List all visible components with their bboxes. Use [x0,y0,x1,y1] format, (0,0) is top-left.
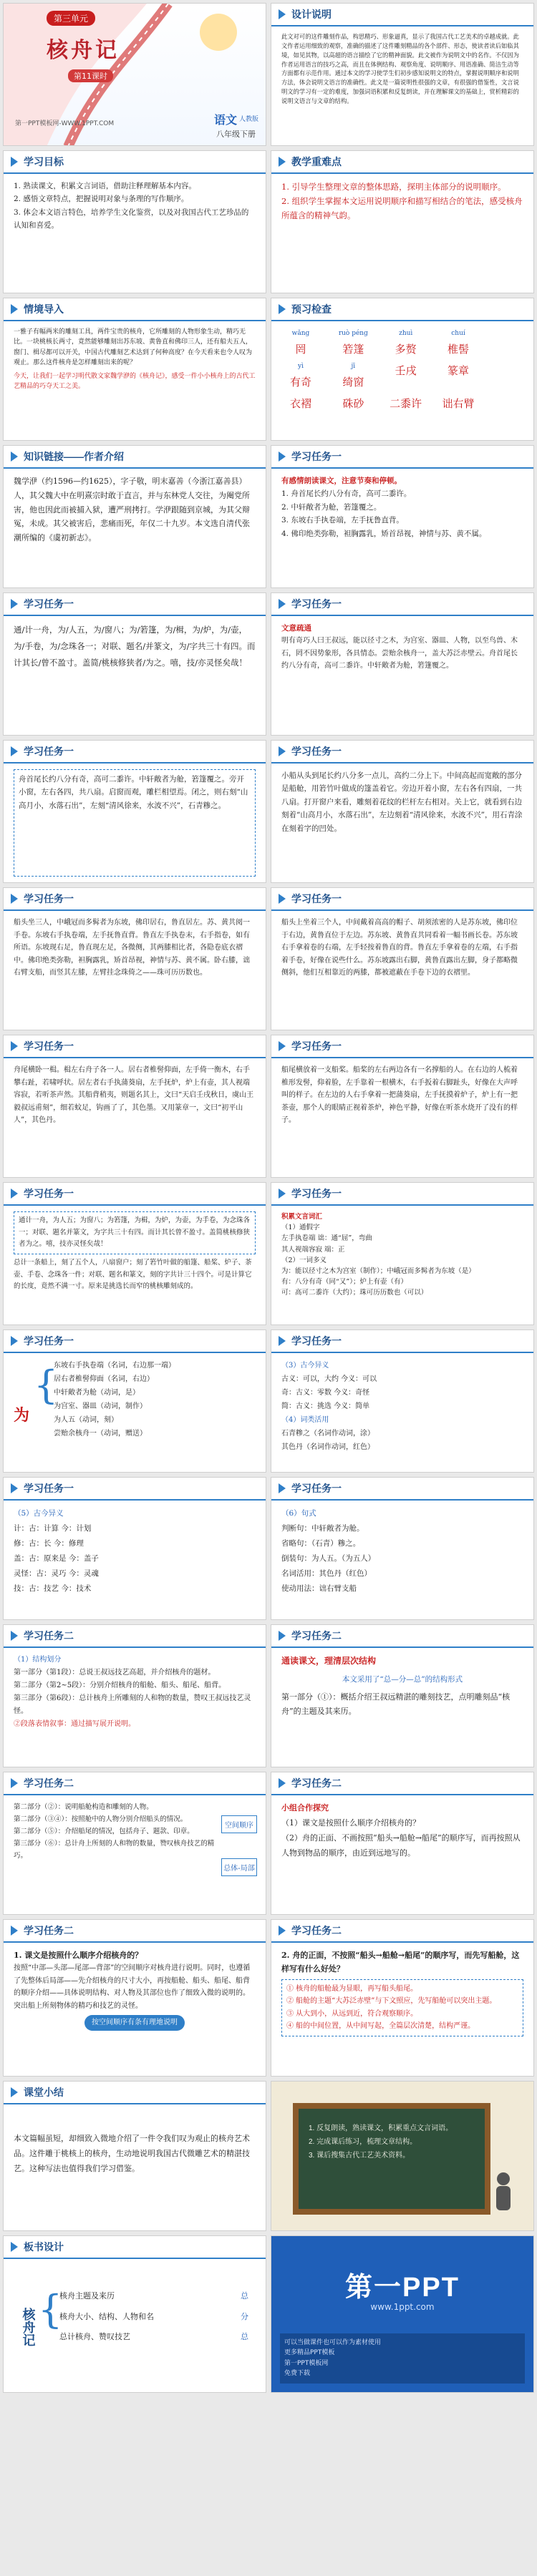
summary-slide[interactable] [3,2081,266,2231]
syntax-item: 计：古：计算 今：计划 [14,1524,92,1533]
struct1-list [14,1654,256,1761]
pinyin: zhuì [399,330,413,337]
goals-list [14,180,256,287]
grammar-item: （1）通假字 [281,1224,320,1232]
triangle-icon [11,1926,18,1936]
slide-title: 设计说明 [291,9,332,20]
struct1-item: ②段落表情叙事：通过描写展开说明。 [14,1720,135,1728]
slide-title: 教学重难点 [291,156,342,167]
slide-header [271,1625,533,1648]
order-slide[interactable] [3,1772,266,1915]
preview-word [384,328,428,358]
brand-note: 可以当做课件也可以作为素材使用 [284,2339,382,2346]
hanzi: 椎髻 [448,342,470,356]
slide-title: 学习任务一 [24,1335,74,1347]
triangle-icon [11,1483,18,1493]
board-row [59,2307,248,2328]
slide-header [271,298,533,321]
slide-title: 学习任务一 [24,1040,74,1052]
ancient-slide[interactable] [271,1330,534,1473]
board-row-label: 总计核舟、赞叹技艺 [59,2332,130,2342]
q2-answer: ② 船舱的主题“大苏泛赤壁”与下文照应，先写船舱可以突出主题。 [286,1997,497,2005]
triangle-icon [11,894,18,904]
hanzi: 有奇 [289,375,311,389]
board-row-tag: 总 [241,2291,248,2301]
preview-word [384,361,428,380]
slide-title: 学习任务一 [24,1188,74,1199]
chalk-line: 1. 反复朗读，熟读课文，积累重点文言词语。 [309,2124,453,2132]
chalkboard-slide[interactable] [271,2081,534,2231]
q1-question: 1. 课文是按照什么顺序介绍核舟的？ [14,1951,143,1960]
triangle-icon [11,746,18,756]
grammar-list [281,1211,523,1319]
wordmap-line: 东坡右手执卷端（名词，右边那一端） [54,1362,175,1370]
q2-question: 2. 舟的正面，不按照“船头→船舱→船尾”的顺序写，而先写船舱，这样写有什么好处？ [281,1951,520,1974]
slide-title: 学习任务一 [291,1188,342,1199]
cover-lesson: 第11课时 [68,69,113,82]
task-e-text: 通计一舟，为人五；为窗八；为箬篷，为楫，为炉，为壶，为手卷，为念珠各一；对联、题名并篆文，为字共三十有四。而计其长曾不盈寸。盖简桃核修狭者为之。嘻，技亦灵怪矣哉！ [14,1211,256,1254]
task-a-slide[interactable] [271,445,534,588]
hanzi: 箬篷 [342,342,364,356]
struct2-body [281,1654,523,1761]
chalk-line: 3. 课后搜集古代工艺美术资料。 [309,2152,410,2160]
ancient-item: （4）词类活用 [281,1416,329,1424]
slide-title: 学习任务一 [24,598,74,610]
slide-header [4,1920,266,1943]
grammar-slide[interactable] [271,1182,534,1325]
triangle-icon [11,1189,18,1199]
chalkboard [293,2103,490,2215]
wordmap-lines [54,1359,256,1440]
preview-word [331,361,375,391]
preview-word [279,361,323,391]
brand-note: 更多精品PPT模板 [284,2349,335,2357]
slide-header [4,151,266,174]
cover-unit: 第三单元 [47,11,95,26]
hanzi: 硃砂 [342,397,364,410]
hanzi: 二黍许 [390,397,422,410]
syntax-item: 盖：古：原来是 今：盖子 [14,1554,99,1563]
hanzi: 壬戌 [395,364,417,377]
struct2-pattern: 本文采用了“总—分—总”的结构形式 [342,1675,463,1684]
wordmap-line: 尝贻余核舟一（动词，赠送） [54,1430,147,1438]
syntax2-item: 名词活用：其色丹（红色） [281,1569,372,1578]
slide-header [4,1035,266,1058]
person-icon [489,2170,518,2220]
triangle-icon [11,304,18,314]
preview-word [279,328,323,358]
preview-word [331,328,375,358]
brand-url[interactable]: www.1ppt.com [370,2302,435,2312]
task-d-trans-text: 船尾横放着一支船桨。船桨的左右两边各有一名撑船的人。在右边的人梳着椎形发髻，仰着脸，左手靠着一根横木，右手扳着右脚趾头，好像在大声呼叫的样子。在左边的人右手拿着一把蒲葵扇，左手抚摸着炉子，炉上有一把茶壶，那个人的眼睛正视着茶炉，神色平静，好像在听茶水烧开了没有的样子。 [281,1066,518,1124]
classical-body [281,622,523,729]
brand-slide[interactable] [271,2235,534,2393]
triangle-icon [11,1778,18,1788]
preview-word [436,361,480,380]
slide-title: 情境导入 [24,303,64,315]
intro-text: 一雅子有幅两米的雕刻工具，两件宝贵的核舟，它所雕刻的人物形象生动，精巧无比。一块桃核长两寸，竟然能够雕刻出苏东坡、黄鲁直和佛印三人，还有船夫五人，窗门、楫尽都可以开关，中国古代雕刻艺术达到了何种高度？在今天看来也令人叹为观止。那么这件核舟是怎样雕刻出来的呢？ [14,328,253,367]
cover-site: 第一PPT模板网-WWW.1PPT.COM [15,120,115,127]
slide-header [271,446,533,469]
hanzi: 绮窗 [342,375,364,389]
slide-title: 板书设计 [24,2241,64,2253]
hanzi: 罔 [295,342,306,356]
slide-header [271,888,533,911]
triangle-icon [279,452,286,462]
struct1-item: 第二部分（第2~5段）：分别介绍核舟的船舱、船头、船尾、船背。 [14,1682,226,1689]
task-a-line: 1. 舟首尾长约八分有奇，高可二黍许。 [281,489,412,499]
slide-title: 学习任务一 [291,1483,342,1494]
slide-title: 学习任务一 [291,1040,342,1052]
slide-title: 学习任务二 [291,1925,342,1936]
brand-logo: 第一PPT [345,2273,460,2303]
slide-title: 学习任务二 [291,1777,342,1789]
classical-text: 明有奇巧人曰王叔远，能以径寸之木，为宫室、器皿、人物，以至鸟兽、木石，罔不因势象形，各具情态。尝贻余核舟一，盖大苏泛赤壁云。舟首尾长约八分有奇，高可二黍许。中轩敞者为舱，箬篷覆之。 [281,637,518,670]
task-c-trans-slide[interactable] [271,887,534,1030]
task-e-slide[interactable] [3,1182,266,1325]
slide-title: 课堂小结 [24,2087,64,2098]
pinyin: ruò péng [338,330,368,337]
cover-grade: 八年级下册 [216,130,256,139]
preview-grid [276,327,529,434]
wordmap-line: 中轩敞者为舱（动词，是） [54,1389,140,1397]
triangle-icon [11,599,18,609]
syntax-slide[interactable] [3,1477,266,1620]
preview-word [436,394,480,413]
slide-title: 学习任务一 [24,746,74,757]
slide-title: 学习任务一 [291,598,342,610]
board-row-label: 核舟大小、结构、人物和名 [59,2311,154,2321]
brand-note: 免费下载 [284,2370,311,2378]
triangle-icon [11,452,18,462]
group-body [281,1801,523,1908]
cover-slide[interactable] [3,3,266,146]
slide-header [271,1772,533,1795]
group-sub: 小组合作探究 [281,1803,329,1813]
wordmap-word: 为 [14,1406,30,1425]
order-item: 第三部分（⑥）：总计舟上所刻的人和物的数量，赞叹核舟技艺的精巧。 [14,1840,215,1860]
syntax-item: 修：古：长 今：修理 [14,1539,84,1548]
task-b-trans-text: 小船从头到尾长约八分多一点儿，高约二分上下。中间高起而宽敞的部分是船舱，用箬竹叶做成的篷盖着它。旁边开着小窗，左右各有四扇，一共八扇。打开窗户来看，雕刻着花纹的栏杆左右相对。关上它，就看到右边刻着“山高月小，水落石出”，左边刻着“清风徐来，水波不兴”，用石青涂在刻着字的凹处。 [281,771,523,833]
grammar-item: 可：高可二黍许（大约）；珠可历历数也（可以） [281,1289,428,1297]
author-slide[interactable] [3,445,266,588]
preview-slide[interactable] [271,298,534,441]
task-a-line: 2. 中轩敞者为舱，箬篷覆之。 [281,502,382,512]
task-d-trans-slide[interactable] [271,1035,534,1178]
keypoint-item: 1. 引导学生整理文章的整体思路，探明主体部分的说明顺序。 [281,182,506,192]
struct1-item: 第一部分（第1段）：总说王叔远技艺高超，并介绍核舟的题材。 [14,1669,216,1677]
triangle-icon [11,157,18,167]
grammar-item: （2）一词多义 [281,1256,327,1264]
words-slide[interactable] [3,592,266,736]
board-title: 核舟记 [20,2308,36,2346]
chalk-line: 2. 完成课后练习，梳理文章结构。 [309,2138,417,2146]
board-row-tag: 总 [241,2332,248,2342]
triangle-icon [279,1778,286,1788]
syntax2-list [281,1506,523,1614]
slide-title: 学习任务二 [291,1630,342,1641]
triangle-icon [279,894,286,904]
hanzi: 多赘 [395,342,417,356]
syntax-list [14,1506,256,1614]
task-b-trans-slide[interactable] [271,740,534,883]
triangle-icon [279,9,286,19]
struct1-item: （1）结构划分 [14,1656,62,1664]
grammar-item: 有：八分有奇（同“又”）；炉上有壶（有） [281,1278,407,1287]
q2-answer: ③ 从大到小，从远到近，符合观察顺序。 [286,2009,418,2018]
triangle-icon [279,1483,286,1493]
slide-header [4,888,266,911]
pinyin: jī [351,363,356,370]
task-a-sub: 有感情朗读课文，注意节奏和停顿。 [281,477,402,485]
task-c-trans-text: 船头上坐着三个人，中间戴着高高的帽子、胡须浓密的人是苏东坡，佛印位于右边，黄鲁直位于左边。苏东坡、黄鲁直共同看着一幅书画长卷。苏东坡右手拿着卷的右端，左手轻按着鲁直的背。鲁直左手拿着卷的左端，右手指着手卷，好像在说些什么。苏东坡露出右脚，黄鲁直露出左脚，身子都略微侧斜，他们互相靠近的两膝，都被遮蔽在手卷下边的衣褶里。 [281,919,518,977]
syntax2-item: 倒装句：为人五。（为五人） [281,1554,376,1563]
order-item: 第二部分（②）：说明船舱构造和雕刻的人物。 [14,1803,153,1811]
slide-title: 学习任务一 [291,1335,342,1347]
triangle-icon [11,2087,18,2097]
task-d-slide[interactable] [3,1035,266,1178]
slide-title: 学习任务一 [24,1483,74,1494]
preview-word [279,394,323,413]
slide-header [271,1183,533,1206]
task-a-line: 4. 佛印绝类弥勒，袒胸露乳，矫首昂视，神情与苏、黄不属。 [281,529,487,538]
design-text: 此文对可的这件雕刻作品，构思精巧、形象逼真，显示了我国古代工艺美术的卓越成就。此文作者运用细致的观察，准确的描述了这件雕刻精品的各个部件、形态，使读者读后如临其境，如见其物，以高超的语言描绘了它的精神面貌。此文被作为说明文中的名作。不仅因为作者运用语言的技巧之高，而且在体例结构、观察角度、说明顺序、用语准确、简洁生动等方面都有示范作用。通过本文的学习使学生们初步感知说明文的特点，掌握说明顺序和说明方法，体会说明文语言的准确性。此文是一篇说明性很强的文章，有很强的借鉴性，文言说明文的学习有一定的难度，加强词语积累和反复朗读，并在理解课文的基础上，赏析精彩的说明文语言与文章的结构。 [281,33,519,105]
triangle-icon [279,1926,286,1936]
triangle-icon [11,2242,18,2252]
board-row [59,2286,248,2307]
cover-title: 核舟记 [47,38,120,63]
cover-subject: 语文 [213,113,237,127]
classical-sub: 文意疏通 [281,624,311,633]
slide-header [4,1478,266,1501]
task-b-slide[interactable] [3,740,266,883]
slide-title: 预习检查 [291,303,332,315]
cover-edition: 人教版 [238,116,258,123]
q1-answer: 按照“中部—头部—尾部—背部”的空间顺序对核舟进行说明。同时，也遵循了先整体后局部——先介绍核舟的尺寸大小，再按船舱、船头、船尾、船背的顺序介绍——具体说明结构、对人物及其部位也作了细致入微的说明的。突出船上所刻物体的精巧和技艺的灵怪。 [14,1964,251,2010]
q1-slide[interactable] [3,1919,266,2077]
slide-title: 学习任务一 [291,746,342,757]
q2-body [281,1948,523,2070]
wordmap-line: 为人五（动词，刻） [54,1416,118,1424]
slide-header [4,1772,266,1795]
preview-row [276,327,529,360]
triangle-icon [279,1041,286,1051]
order-list [14,1801,216,1908]
board-rows [59,2286,248,2348]
slide-title: 知识链接——作者介绍 [24,451,124,462]
slide-header [271,1920,533,1943]
keypoint-item: 2. 组织学生掌握本文运用说明顺序和描写相结合的笔法，感受核舟所蕴含的精神气韵。 [281,196,523,221]
ancient-item: 古义：可以，大约 今义：可以 [281,1375,377,1383]
triangle-icon [279,157,286,167]
q2-slide[interactable] [271,1919,534,2077]
syntax-item: 灵怪：古：灵巧 今：灵魂 [14,1569,99,1578]
slide-title: 学习任务二 [24,1630,74,1641]
syntax2-item: （6）句式 [281,1509,316,1518]
keypoints-list [281,180,523,287]
q2-answer: ④ 船的中间位置，从中间写起，全篇层次清楚，结构严谨。 [286,2022,475,2030]
hanzi: 篆章 [448,364,470,377]
hanzi: 诎右臂 [442,397,475,410]
slide-header [271,593,533,616]
slide-header [4,298,266,321]
order-tag-whole: 总体-局部 [221,1858,257,1876]
intro-slide[interactable] [3,298,266,441]
syntax2-slide[interactable] [271,1477,534,1620]
triangle-icon [279,304,286,314]
preview-row [276,360,529,393]
ancient-item: 其色丹（名词作动词，红色） [281,1443,374,1451]
triangle-icon [11,1631,18,1641]
wordmap-slide[interactable] [3,1330,266,1473]
slide-title: 学习任务一 [291,893,342,904]
classical-slide[interactable] [271,592,534,736]
brand-notes [280,2333,525,2384]
struct2-slide[interactable] [271,1624,534,1767]
struct2-text: 第一部分（①）：概括介绍王叔远精湛的雕刻技艺，点明雕刻品“核舟”的主题及其来历。 [281,1692,511,1716]
slide-header [4,1330,266,1353]
intro-call: 今天，让我们一起学习明代散文家魏学洢的《核舟记》，感受一件小小核舟上的古代工艺精品的巧夺天工之美。 [14,372,256,390]
triangle-icon [11,1041,18,1051]
preview-word [436,328,480,358]
board-row [59,2327,248,2348]
task-e-trans: 总计一条船上，刻了五个人，八扇窗户；刻了箬竹叶做的船篷、船桨、炉子、茶壶、手卷、念珠各一件；对联、题名和篆文，刻的字共计三十四个。可是计算它的长度，竟然不满一寸。原来是挑选长而窄的桃核雕刻成的。 [14,1258,252,1291]
brace-icon: { [34,1362,59,1407]
syntax-item: （5）古今异义 [14,1509,64,1518]
grammar-sub: 积累文言词汇 [281,1213,323,1221]
order-item: 第二部分（③④）：按照舱中的人物分别介绍船头的情况。 [14,1815,188,1824]
slide-header [271,1330,533,1353]
struct1-item: 第三部分（第6段）：总计核舟上所雕刻的人和物的数量，赞叹王叔远技艺灵怪。 [14,1694,251,1715]
slide-header [271,1478,533,1501]
triangle-icon [11,1336,18,1346]
q2-answer: ① 核舟的船舱最为显眼，再写船头船尾。 [286,1984,418,1993]
slide-title: 学习目标 [24,156,64,167]
task-b-text: 舟首尾长约八分有奇，高可二黍许。中轩敞者为舱，箬篷覆之。旁开小窗，左右各四，共八扇。启窗而观，雕栏相望焉。闭之，则右刻“山高月小，水落石出”，左刻“清风徐来，水波不兴”，石青糁之。 [14,769,256,877]
slide-title: 学习任务二 [24,1777,74,1789]
slide-title: 学习任务一 [291,451,342,462]
slide-title: 学习任务二 [24,1925,74,1936]
board-row-tag: 分 [241,2311,248,2321]
preview-word [384,394,428,413]
triangle-icon [279,1631,286,1641]
words-text: 通/计一舟，为/人五，为/窗八；为/箬篷，为/楫，为/炉，为/壶，为/手卷，为/念珠各一；对联、题名/并篆文，为/字共三十有四。而计其长/曾不盈寸。盖简/桃核修狭者/为之。嘻，技/亦灵怪矣哉！ [14,625,256,668]
wordmap-line: 居右者椎髻仰面（名词，右边） [54,1375,154,1383]
hanzi: 衣褶 [289,397,311,410]
slide-header [4,741,266,763]
q1-body [14,1948,256,2070]
task-c-slide[interactable] [3,887,266,1030]
pinyin: yì [298,363,304,370]
syntax-item: 技：古：技艺 今：技术 [14,1584,92,1593]
author-text: 魏学洢（约1596—约1625），字子敬，明末嘉善（今浙江嘉善县）人，其父魏大中在明熹宗时敢于直言，并与东林党人交往，为阉党所害，他也因此而被捕入狱，遭严刑拷打。学洢跟随到京城，为其父辩冤，未成。其父被害后，悲痛而死，年仅二十九岁。本文选自清代张潮所编的《虞初新志》。 [14,477,250,543]
syntax2-item: 省略句：（石青）糁之。 [281,1539,361,1548]
chalkboard-text [299,2109,485,2175]
triangle-icon [279,746,286,756]
intro-body [14,327,256,434]
syntax2-item: 判断句：中轩敞者为舱。 [281,1524,364,1533]
syntax2-item: 使动用法：诎右臂支船 [281,1584,357,1593]
ancient-item: 石青糁之（名词作动词，涂） [281,1430,374,1438]
slide-header [4,2082,266,2104]
group-item: （2）舟的正面、不画按照“船头→船舱→船尾”的顺序写，而再按照从人物到物品的顺序，由近到远地写的。 [281,1833,521,1858]
keypoints-slide[interactable] [271,150,534,293]
order-item: 第二部分（⑤）：介绍船尾的情况，包括舟子、题款、印章。 [14,1828,194,1836]
task-d-text: 舟尾横卧一楫。楫左右舟子各一人。居右者椎髻仰面，左手倚一衡木，右手攀右趾，若啸呼状。居左者右手执蒲葵扇，左手抚炉，炉上有壶，其人视端容寂，若听茶声然。其船背稍夷，则题名其上，文曰“天启壬戌秋日，虞山王毅叔远甫刻”，细若蚊足，钩画了了，其色墨。又用篆章一，文曰“初平山人”，其色丹。 [14,1066,254,1124]
preview-row [276,393,529,414]
task-a-body [281,474,523,582]
order-tag-space: 空间顺序 [221,1815,257,1833]
grammar-item: 为：能以径寸之木为宫室（制作）；中峨冠而多髯者为东坡（是） [281,1267,475,1275]
brace-icon: { [38,2287,63,2332]
goals-slide[interactable] [3,150,266,293]
grammar-item: 其人视端容寂 端：正 [281,1245,345,1254]
ancient-item: 简：古义：挑选 今义：简单 [281,1402,370,1410]
slide-header [4,2236,266,2259]
struct1-slide[interactable] [3,1624,266,1767]
slide-header [271,741,533,763]
ancient-item: 奇：古义：零数 今义：奇怪 [281,1389,370,1397]
design-slide[interactable] [271,3,534,146]
board-row-label: 核舟主题及来历 [59,2291,115,2301]
task-a-line: 3. 东坡右手执卷端，左手抚鲁直背。 [281,516,404,525]
triangle-icon [279,1336,286,1346]
summary-text: 本文篇幅虽短，却细致入微地介绍了一件令我们叹为观止的核舟艺术品。这件雕于桃核上的核舟，生动地说明我国古代微雕艺术的精湛技艺。这种写法也值得我们学习借鉴。 [14,2134,250,2173]
task-e-body [14,1211,256,1319]
group-slide[interactable] [271,1772,534,1915]
triangle-icon [279,599,286,609]
goal-item: 2. 感悟文章特点，把握说明对象与条理的写作顺序。 [14,195,189,204]
board-body [14,2265,256,2386]
slide-header [4,446,266,469]
ancient-item: （3）古今异义 [281,1362,329,1370]
group-item: （1）课文是按照什么顺序介绍核舟的？ [281,1818,420,1828]
ancient-list [281,1359,523,1466]
struct2-sub: 通读课文，理清层次结构 [281,1656,377,1666]
grammar-item: 左手执卷端 诎：通“屈”，弯曲 [281,1234,372,1243]
goal-item: 1. 熟读课文，积累文言词语，借助注释理解基本内容。 [14,182,196,190]
wordmap-line: 为宫室、器皿（动词，制作） [54,1402,147,1410]
task-c-text: 船头坐三人，中峨冠而多髯者为东坡，佛印居右，鲁直居左。苏、黄共阅一手卷。东坡右手执卷端，左手抚鲁直背。鲁直左手执卷末，右手指卷，如有所语。东坡现右足，鲁直现左足，各微侧，其两膝相比者，各隐卷底衣褶中。佛印绝类弥勒，袒胸露乳，矫首昂视，神情与苏、黄不属。卧右膝，诎右臂支船，而竖其左膝，左臂挂念珠倚之——珠可历历数也。 [14,919,250,977]
slide-header [271,1035,533,1058]
slide-header [271,4,533,26]
pinyin: wǎng [291,330,310,337]
slide-header [4,1183,266,1206]
preview-word [331,394,375,413]
board-slide[interactable] [3,2235,266,2393]
slide-header [271,151,533,174]
slide-header [4,1625,266,1648]
pinyin: chuí [451,330,465,337]
goal-item: 3. 体会本文语言特色，培养学生文化鉴赏，以及对我国古代工艺珍品的认知和喜爱。 [14,208,249,230]
triangle-icon [279,1189,286,1199]
q2-answer-box [281,1979,523,2036]
brand-note: 第一PPT模板网 [284,2359,329,2367]
q1-tag: 按空间顺序有条有理地说明 [84,2015,185,2031]
slide-header [4,593,266,616]
wordmap-body [14,1359,256,1466]
slide-title: 学习任务一 [24,893,74,904]
